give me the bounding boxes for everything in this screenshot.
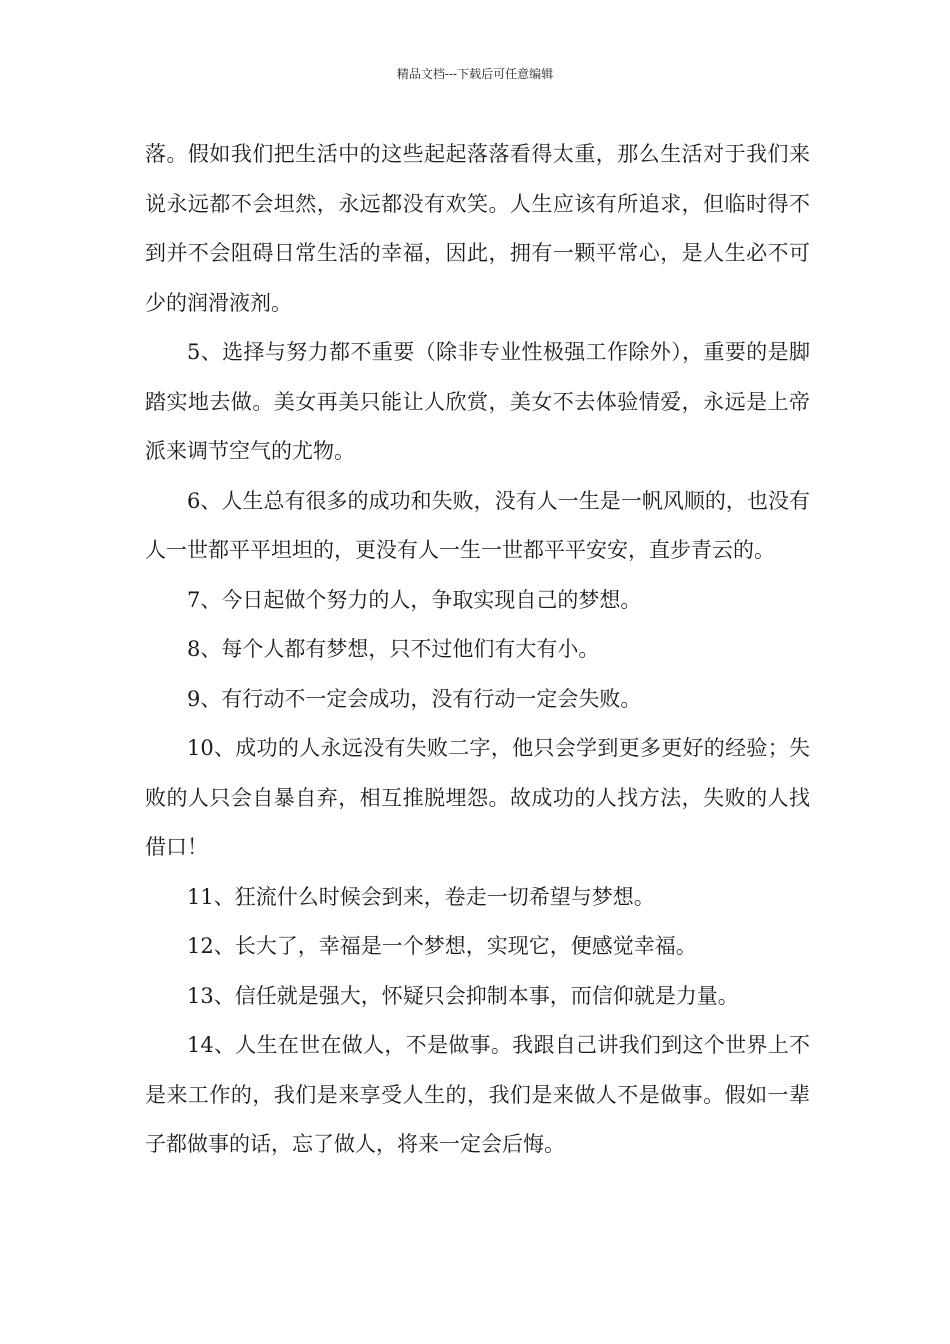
paragraph-item-14: 14、人生在世在做人，不是做事。我跟自己讲我们到这个世界上不是来工作的，我们是来享受人生的，我们是来做人不是做事。假如一辈子都做事的话，忘了做人，将来一定会后悔。	[145, 1033, 810, 1156]
page-header: 精品文档---下载后可任意编辑	[396, 67, 554, 81]
paragraph-item-5: 5、选择与努力都不重要（除非专业性极强工作除外），重要的是脚踏实地去做。美女再美只能让人欣赏，美女不去体验情爱，永远是上帝派来调节空气的尤物。	[145, 340, 810, 463]
document-body	[145, 130, 810, 1170]
paragraph-item-8: 8、每个人都有梦想，只不过他们有大有小。	[187, 637, 600, 661]
paragraph-continuation: 落。假如我们把生活中的这些起起落落看得太重，那么生活对于我们来说永远都不会坦然，永远都没有欢笑。人生应该有所追求，但临时得不到并不会阻碍日常生活的幸福，因此，拥有一颗平常心，是人生必不可少的润滑液剂。	[145, 142, 810, 315]
paragraph-item-10: 10、成功的人永远没有失败二字，他只会学到更多更好的经验；失败的人只会自暴自弃，相互推脱埋怨。故成功的人找方法，失败的人找借口！	[145, 736, 810, 859]
paragraph-item-6: 6、人生总有很多的成功和失败，没有人一生是一帆风顺的，也没有人一世都平平坦坦的，更没有人一生一世都平平安安，直步青云的。	[145, 488, 810, 562]
paragraph-item-12: 12、长大了，幸福是一个梦想，实现它，便感觉幸福。	[187, 934, 697, 958]
paragraph-item-13: 13、信任就是强大，怀疑只会抑制本事，而信仰就是力量。	[187, 983, 739, 1008]
paragraph-item-9: 9、有行动不一定会成功，没有行动一定会失败。	[187, 686, 642, 711]
paragraph-item-11: 11、狂流什么时候会到来，卷走一切希望与梦想。	[187, 884, 655, 909]
paragraph-item-7: 7、今日起做个努力的人，争取实现自己的梦想。	[187, 587, 642, 612]
